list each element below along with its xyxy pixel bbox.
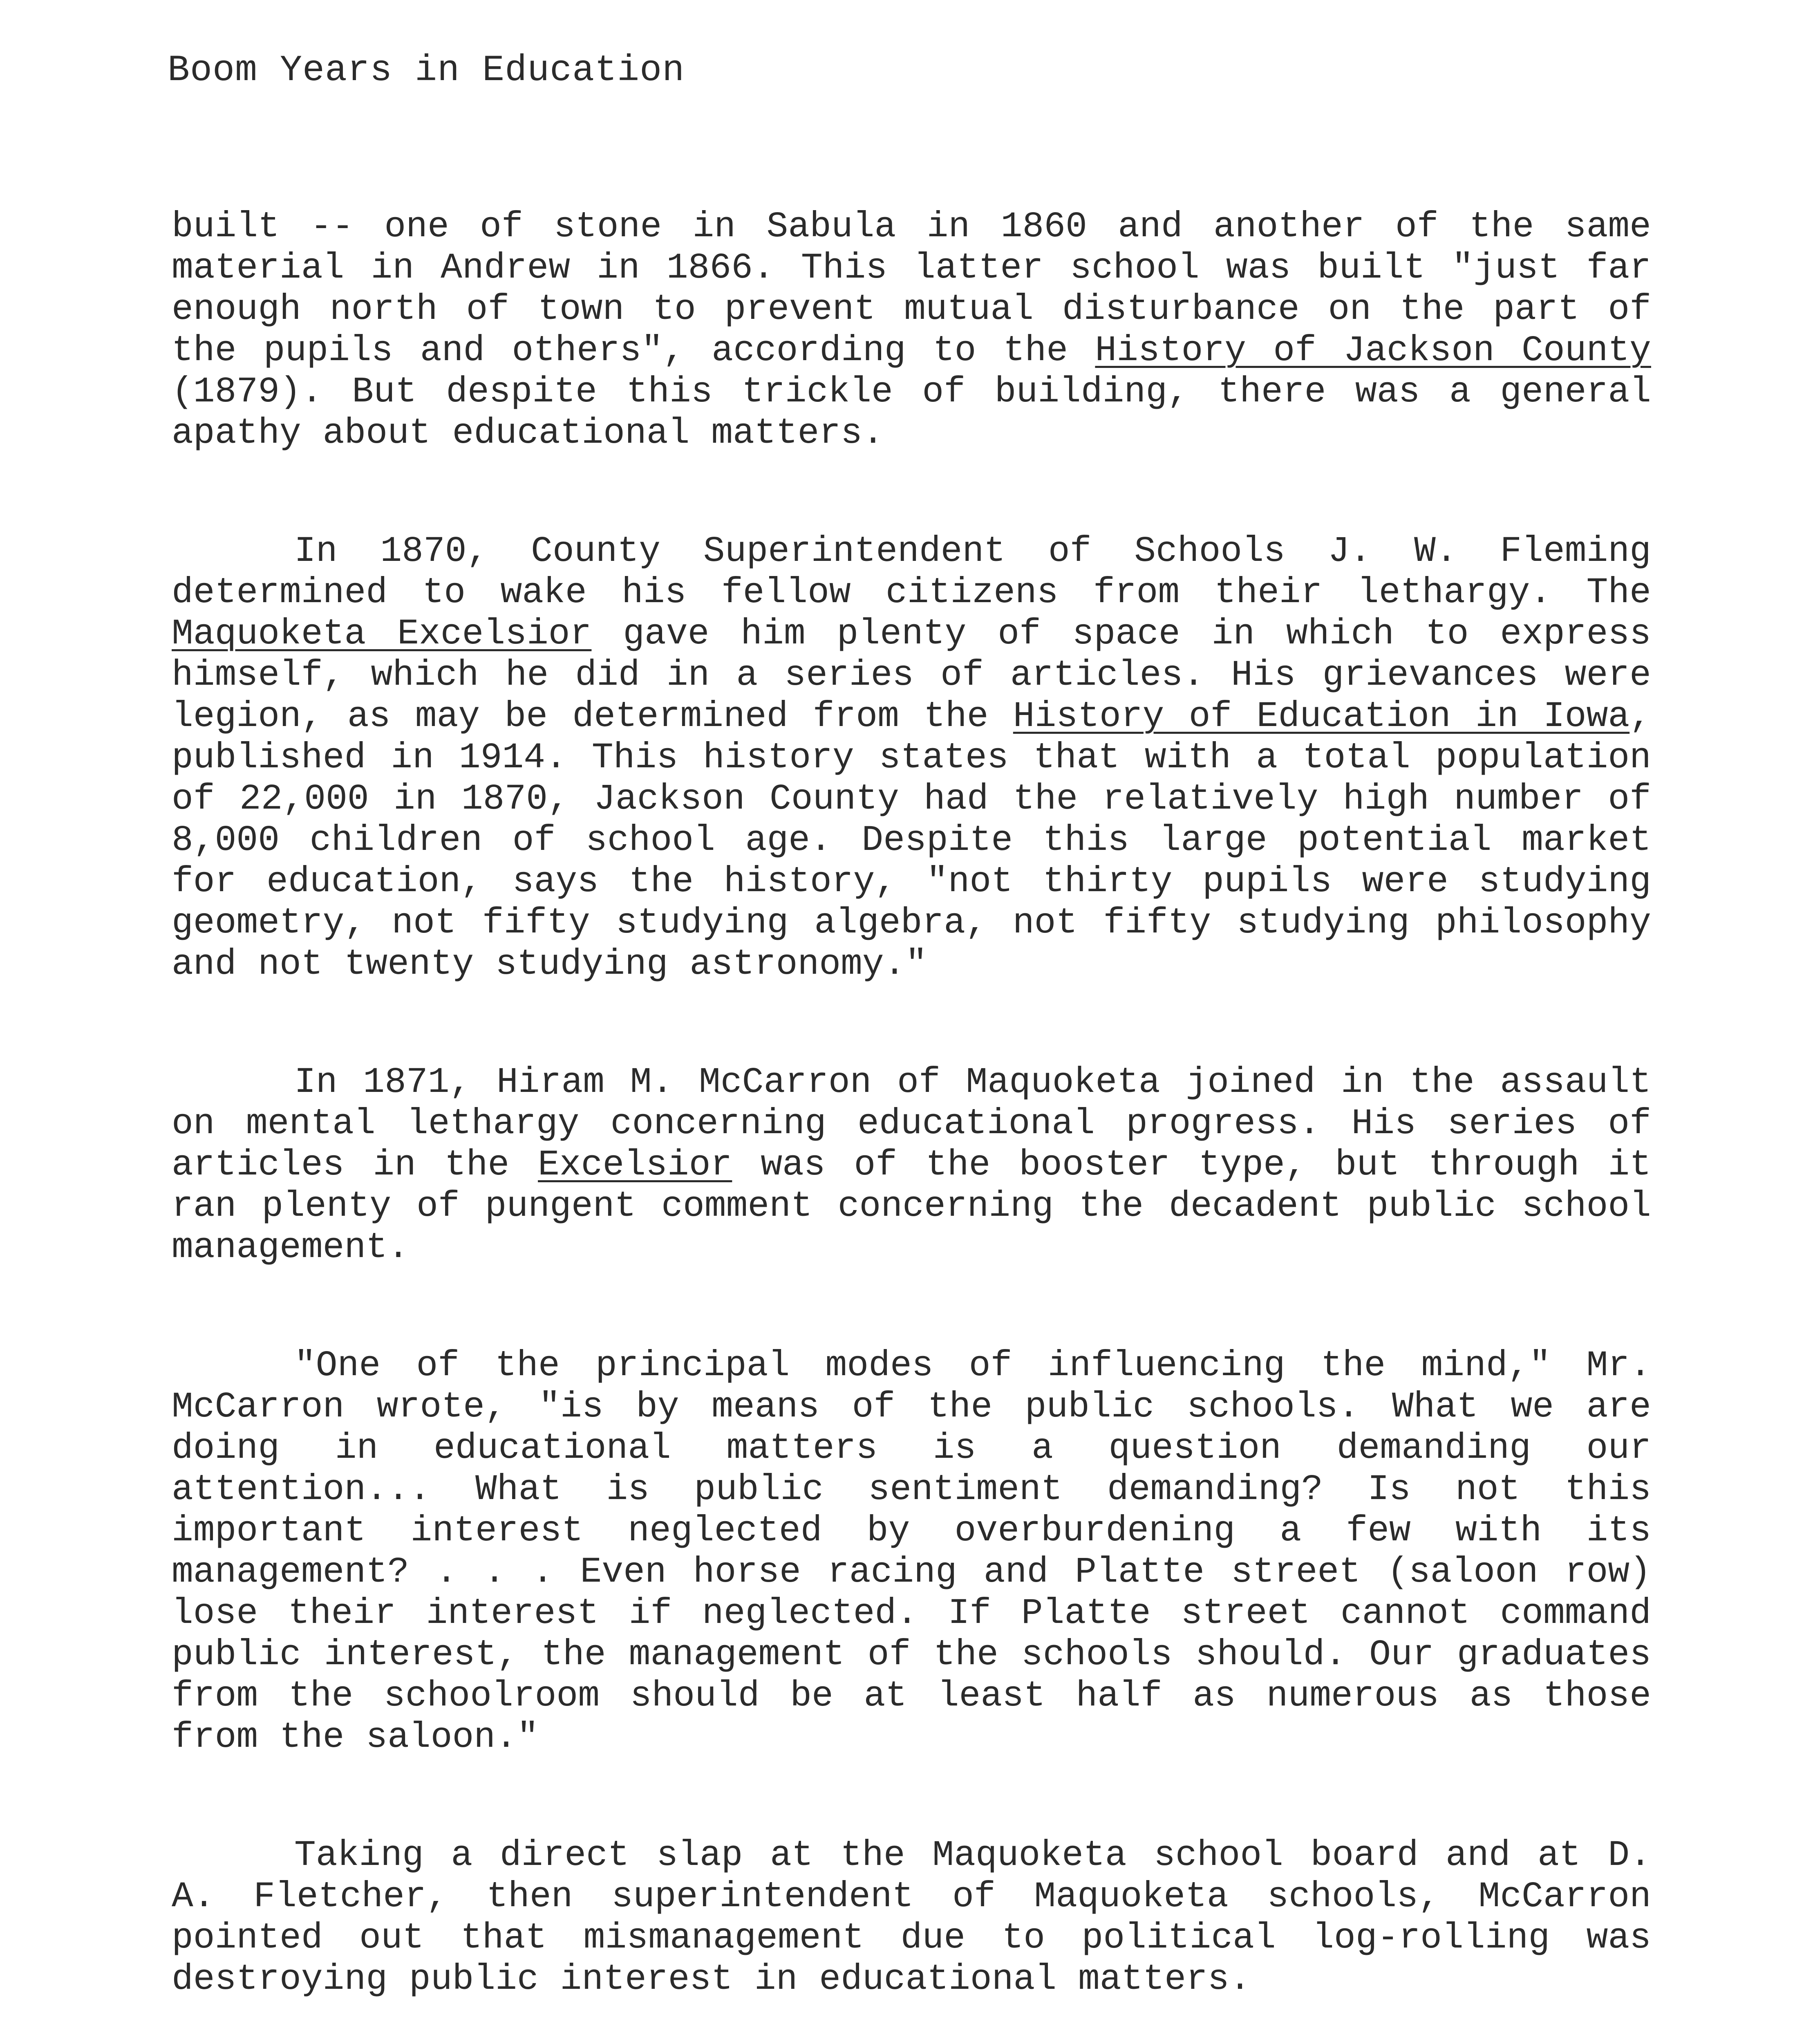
book-title-history-of-education-in-iowa: History of Education in Iowa xyxy=(1013,697,1630,737)
paragraph-2-text-a: In 1870, County Superintendent of Schools J. W. Fleming determined to wake his fellow citizens from their lethargy. The xyxy=(172,531,1651,613)
book-title-history-of-jackson-county: History of Jackson County xyxy=(1095,331,1651,371)
body-text xyxy=(172,206,1651,2044)
paragraph-1 xyxy=(172,206,1651,454)
paragraph-2-text-c: , published in 1914. This history states that with a total population of 22,000 in 1870, Jackson County had the relatively high number of 8,000 children of school age. Despite this large potential market for education, says the history, "not thirty pupils were studying geometry, not fifty studying algebra, not fifty studying philosophy and not twenty studying astronomy." xyxy=(172,697,1651,985)
running-header: Boom Years in Education xyxy=(168,50,685,92)
newspaper-title-excelsior: Excelsior xyxy=(538,1145,732,1186)
paragraph-2-text-b: gave him plenty of space in which to express himself, which he did in a series of articles. His grievances were legion, as may be determined from the xyxy=(172,614,1651,737)
paragraph-2 xyxy=(172,531,1651,985)
paragraph-1-text-b: (1879). But despite this trickle of building, there was a general apathy about educational matters. xyxy=(172,372,1651,454)
paragraph-5: Taking a direct slap at the Maquoketa school board and at D. A. Fletcher, then superintendent of Maquoketa schools, McCarron pointed out that mismanagement due to political log-rolling was destroying public interest in educational matters. xyxy=(172,1836,1651,2000)
paragraph-3-text-a: In 1871, Hiram M. McCarron of Maquoketa joined in the assault on mental lethargy concerning educational progress. His series of articles in the xyxy=(172,1062,1651,1186)
paragraph-1-text-a: built -- one of stone in Sabula in 1860 and another of the same material in Andrew in 1866. This latter school was built "just far enough north of town to prevent mutual disturbance on the part of the pupils and others", according to the xyxy=(172,207,1651,371)
newspaper-title-maquoketa-excelsior: Maquoketa Excelsior xyxy=(172,614,592,654)
paragraph-4-quotation: "One of the principal modes of influencing the mind," Mr. McCarron wrote, "is by means of the public schools. What we are doing in educational matters is a question demanding our attention... What is public sentiment demanding? Is not this important interest neglected by overburdening a few with its management? . . . Even horse racing and Platte street (saloon row) lose their interest if neglected. If Platte street cannot command public interest, the management of the schools should. Our graduates from the schoolroom should be at least half as numerous as those from the saloon." xyxy=(172,1346,1651,1758)
paragraph-3 xyxy=(172,1062,1651,1269)
paragraph-3-text-b: was of the booster type, but through it ran plenty of pungent comment concerning the decadent public school management. xyxy=(172,1145,1652,1268)
